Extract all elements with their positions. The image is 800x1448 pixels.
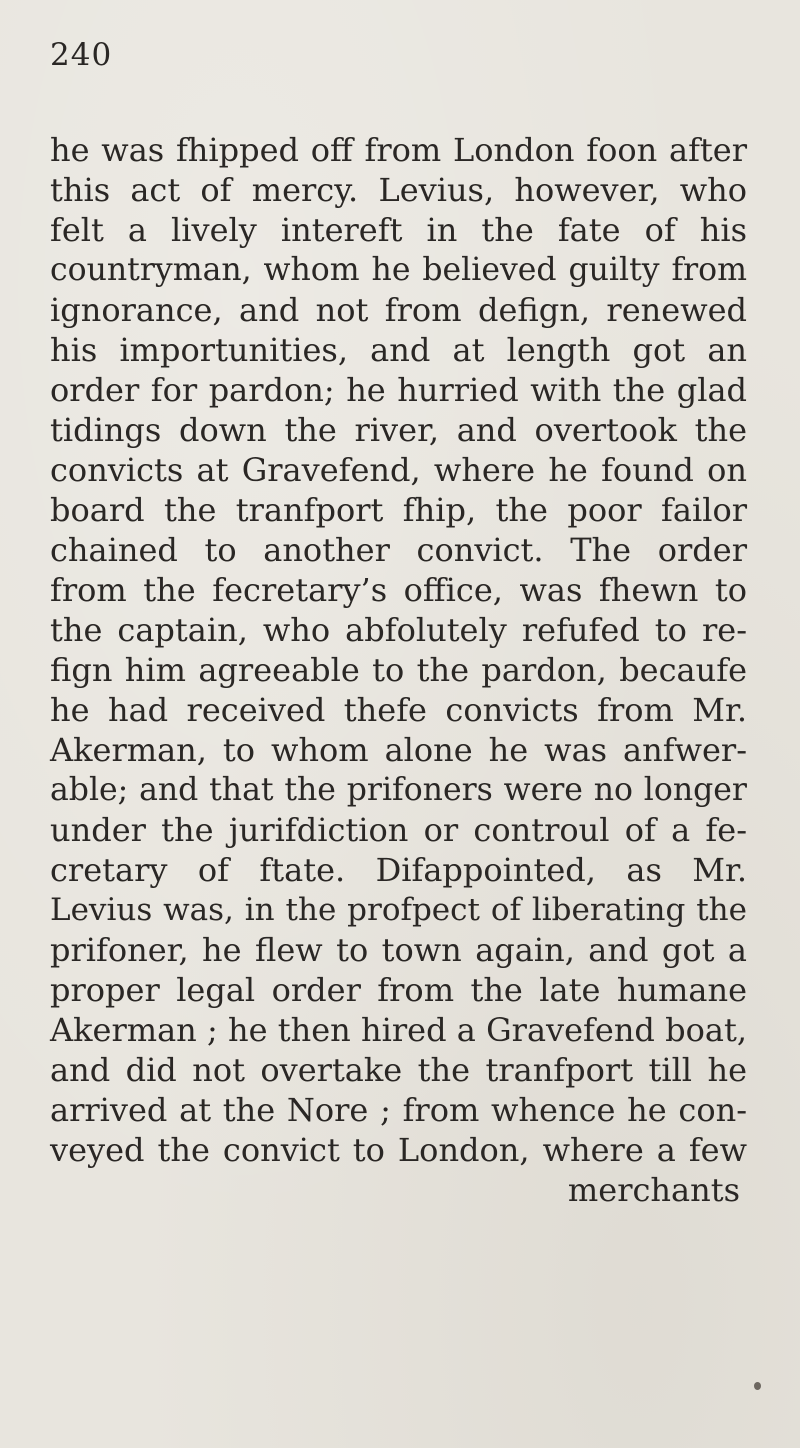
text-line: tidings down the river, and overtook the [50, 411, 747, 449]
text-line: he had received thefe convicts from Mr. [50, 691, 747, 729]
text-line: able; and that the prifoners were no longer [50, 772, 747, 808]
text-line: board the tranfport fhip, the poor failor [50, 491, 747, 529]
text-line: and did not overtake the tranfport till he [50, 1051, 747, 1089]
text-line: fign him agreeable to the pardon, becaufe [50, 651, 747, 689]
text-line: this act of mercy. Levius, however, who [50, 171, 747, 209]
catchword: merchants [567, 1171, 740, 1209]
text-line: veyed the convict to London, where a few [50, 1131, 747, 1169]
text-line: Levius was, in the profpect of liberating the [50, 892, 747, 928]
text-line: chained to another convict. The order [50, 531, 747, 569]
text-line: prifoner, he flew to town again, and got a [50, 931, 747, 969]
text-line: Akerman ; he then hired a Gravefend boat, [50, 1011, 747, 1049]
text-line: his importunities, and at length got an [50, 331, 747, 369]
text-line: he was fhipped off from London foon after [50, 131, 747, 169]
text-line: convicts at Gravefend, where he found on [50, 451, 747, 489]
text-line: ignorance, and not from defign, renewed [50, 291, 747, 329]
text-line: cretary of ftate. Difappointed, as Mr. [50, 851, 747, 889]
text-line: Akerman, to whom alone he was anfwer- [50, 731, 747, 769]
page-number: 240 [50, 37, 113, 73]
text-line: the captain, who abfolutely refufed to re- [50, 611, 747, 649]
text-line: countryman, whom he believed guilty from [50, 252, 747, 288]
text-line: felt a lively intereft in the fate of his [50, 211, 747, 249]
text-line: from the fecretary’s office, was fhewn to [50, 571, 747, 609]
text-line: order for pardon; he hurried with the glad [50, 371, 747, 409]
text-line: arrived at the Nore ; from whence he con- [50, 1091, 747, 1129]
paper-fleck [754, 1382, 761, 1390]
text-line: proper legal order from the late humane [50, 971, 747, 1009]
text-line: under the jurifdiction or controul of a fe- [50, 811, 747, 849]
